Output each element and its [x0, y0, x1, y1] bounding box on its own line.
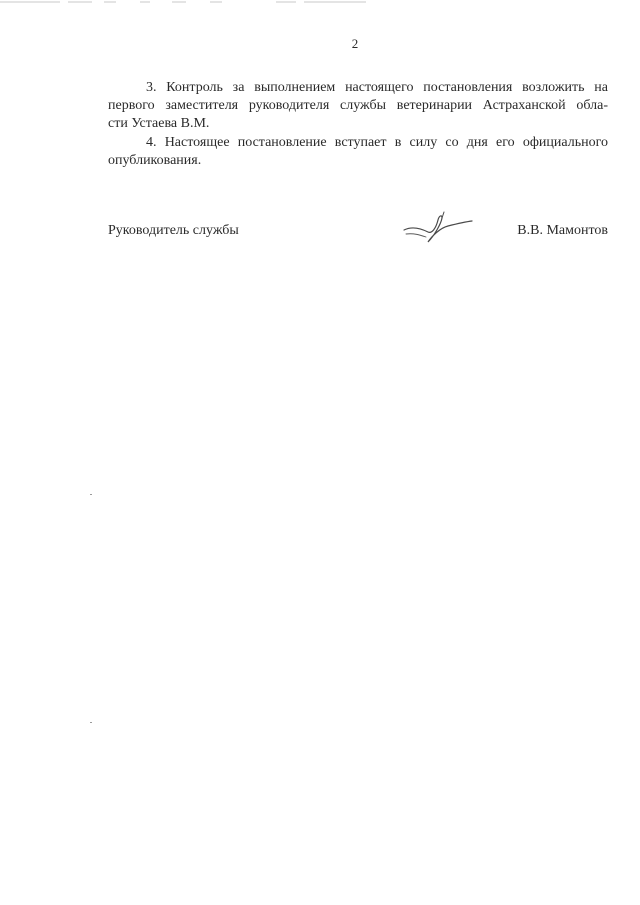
scan-artifact	[0, 0, 380, 6]
scan-speck	[90, 722, 92, 723]
page-number: 2	[351, 36, 359, 51]
handwritten-signature-icon	[398, 206, 478, 248]
signatory-name: В.В. Мамонтов	[517, 223, 608, 238]
signatory-position: Руководитель службы	[108, 223, 239, 238]
paragraph-3-line-1: 3. Контроль за выполнением настоящего постановления возложить на	[146, 80, 608, 95]
paragraph-4-line-1: 4. Настоящее постановление вступает в силу со дня его официального	[146, 135, 608, 150]
paragraph-4-line-2: опубликования.	[108, 153, 202, 168]
scan-speck	[90, 494, 92, 495]
paragraph-3-line-3: сти Устаева В.М.	[108, 116, 210, 131]
paragraph-3-line-2: первого заместителя руководителя службы ветеринарии Астраханской обла-	[108, 98, 608, 113]
